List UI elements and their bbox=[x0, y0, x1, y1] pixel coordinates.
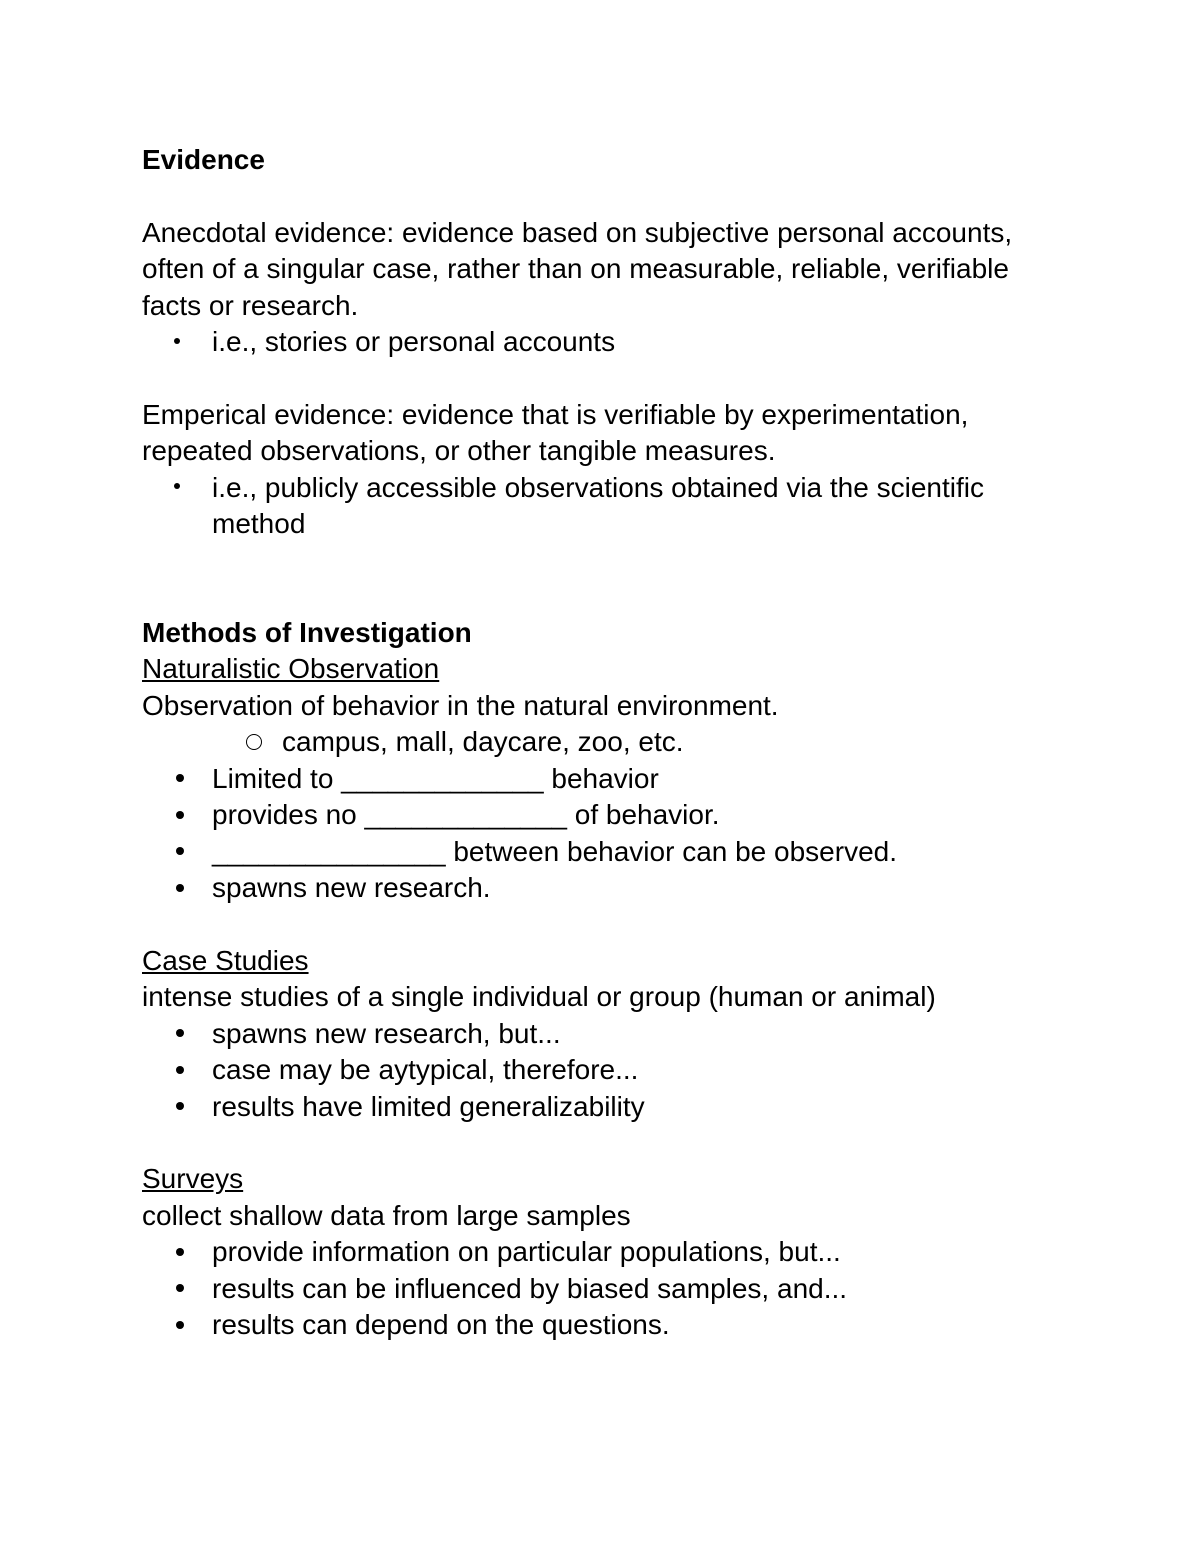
bullet-icon bbox=[176, 1089, 212, 1126]
bullet-icon bbox=[176, 1052, 212, 1089]
list-item: Limited to _____________ behavior bbox=[142, 761, 1062, 798]
surveys-bullet-list bbox=[142, 1234, 1062, 1344]
list-item: campus, mall, daycare, zoo, etc. bbox=[142, 724, 1062, 761]
anecdotal-bullet-list bbox=[142, 324, 1062, 361]
bullet-icon bbox=[176, 1016, 212, 1053]
list-item: _______________ between behavior can be observed. bbox=[142, 834, 1062, 871]
list-item: results can depend on the questions. bbox=[142, 1307, 1062, 1344]
naturalistic-description: Observation of behavior in the natural environment. bbox=[142, 689, 779, 721]
case-studies-bullet-list bbox=[142, 1016, 1062, 1126]
empirical-bullet-list bbox=[142, 470, 1062, 543]
bullet-icon bbox=[176, 761, 212, 798]
empirical-definition: Emperical evidence: evidence that is verifiable by experimentation, repeated observations, or other tangible measures. bbox=[142, 398, 969, 466]
naturalistic-bullet-list bbox=[142, 724, 1062, 907]
circle-bullet-icon bbox=[246, 724, 282, 761]
bullet-icon bbox=[176, 870, 212, 907]
bullet-icon bbox=[174, 324, 212, 361]
section-heading-methods: Methods of Investigation bbox=[142, 616, 472, 648]
subsection-title-naturalistic: Naturalistic Observation bbox=[142, 653, 440, 684]
surveys-description: collect shallow data from large samples bbox=[142, 1199, 631, 1231]
bullet-icon bbox=[176, 1234, 212, 1271]
list-item: spawns new research, but... bbox=[142, 1016, 1062, 1053]
list-item: i.e., stories or personal accounts bbox=[142, 324, 1062, 361]
bullet-icon bbox=[174, 470, 212, 507]
bullet-icon bbox=[176, 834, 212, 871]
list-item: results can be influenced by biased samples, and... bbox=[142, 1271, 1062, 1308]
list-item: spawns new research. bbox=[142, 870, 1062, 907]
anecdotal-definition: Anecdotal evidence: evidence based on subjective personal accounts, often of a singular case, rather than on measurable, reliable, verifiable facts or research. bbox=[142, 216, 1013, 321]
subsection-title-surveys: Surveys bbox=[142, 1163, 244, 1194]
document-page bbox=[142, 142, 1062, 1344]
list-item: i.e., publicly accessible observations obtained via the scientific method bbox=[142, 470, 1062, 543]
section-heading-evidence: Evidence bbox=[142, 144, 265, 175]
case-studies-description: intense studies of a single individual or group (human or animal) bbox=[142, 981, 936, 1012]
list-item: provides no _____________ of behavior. bbox=[142, 797, 1062, 834]
list-item: case may be aytypical, therefore... bbox=[142, 1052, 1062, 1089]
bullet-icon bbox=[176, 1271, 212, 1308]
bullet-icon bbox=[176, 797, 212, 834]
list-item: provide information on particular populations, but... bbox=[142, 1234, 1062, 1271]
subsection-title-case-studies: Case Studies bbox=[142, 944, 309, 976]
list-item: results have limited generalizability bbox=[142, 1089, 1062, 1126]
bullet-icon bbox=[176, 1307, 212, 1344]
